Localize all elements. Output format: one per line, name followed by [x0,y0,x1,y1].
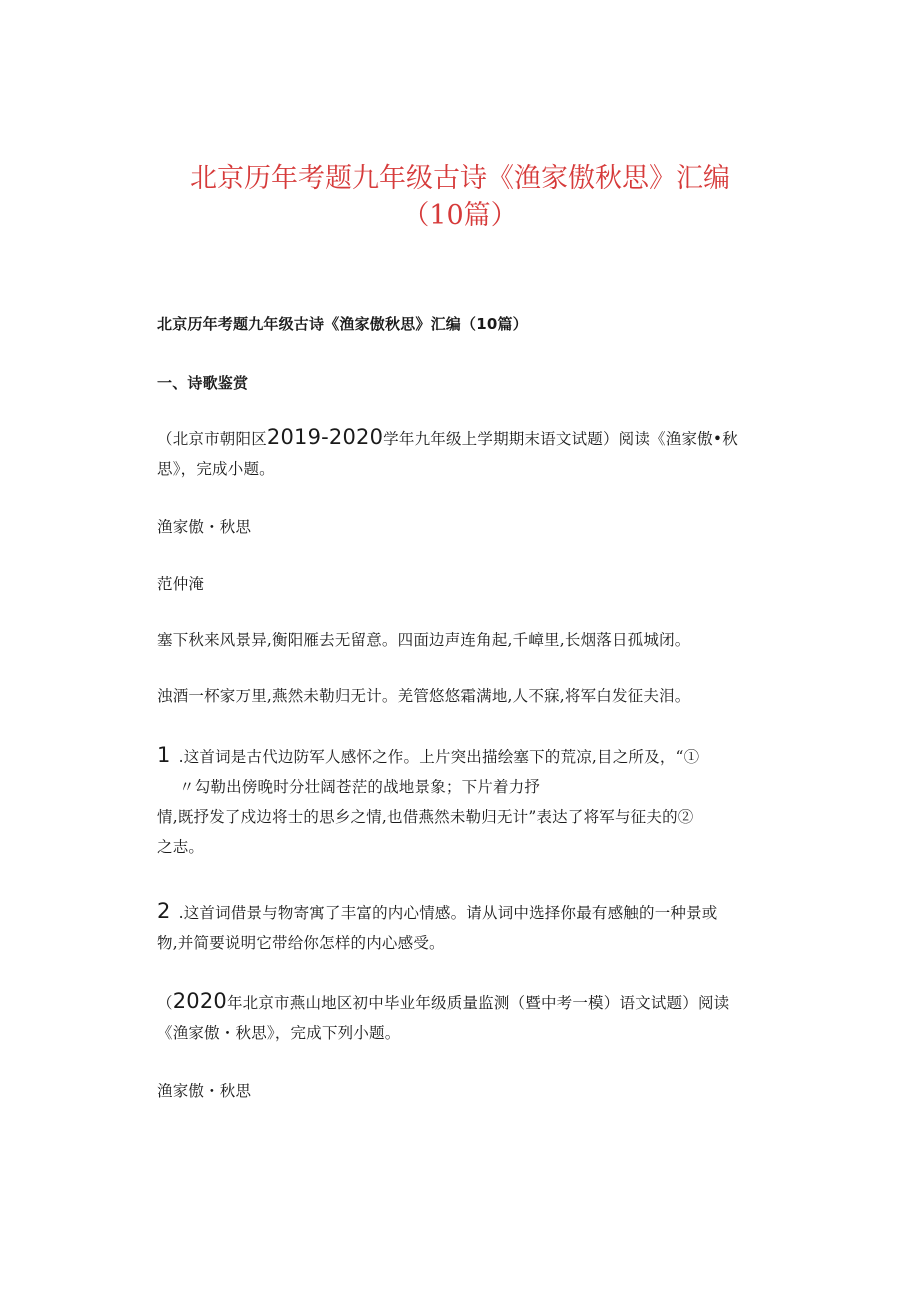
poem-author: 范仲淹 [157,575,205,593]
question-1-line2: 〃勾勒出傍晚时分壮阔苍茫的战地景象；下片着力抒 [179,778,541,796]
poem-line-2: 浊酒一杯家万里,燕然未勒归无计。羌管悠悠霜满地,人不寐,将军白发征夫泪。 [157,687,691,705]
question-1 [157,740,769,862]
document-subtitle: 北京历年考题九年级古诗《渔家傲秋思》汇编（10篇） [157,315,528,333]
source-1-years: 2019-2020 [266,425,384,449]
source-note-1 [157,422,769,484]
source-2-suffix: 年北京市燕山地区初中毕业年级质量监测（暨中考一模）语文试题）阅读 [226,994,730,1012]
question-2-line1: .这首词借景与物寄寓了丰富的内心情感。请从词中选择你最有感触的一种景或 [178,904,718,922]
source-note-2 [157,986,769,1048]
poem-title-2: 渔家傲・秋思 [157,1082,252,1100]
source-1-line2: 思》，完成小题。 [157,460,275,478]
question-1-line3: 情,既抒发了戍边将士的思乡之情,也借燕然未勒归无计”表达了将军与征夫的② [157,808,694,826]
document-title-count: （10篇） [402,200,518,231]
question-1-number: 1 [157,743,171,767]
source-2-line2: 《渔家傲・秋思》，完成下列小题。 [157,1024,401,1042]
source-2-year: 2020 [172,989,227,1013]
question-2-line2: 物,并简要说明它带给你怎样的内心感受。 [157,934,445,952]
source-1-prefix: （北京市朝阳区 [157,430,267,448]
source-2-prefix: （ [157,994,173,1012]
question-1-line4: 之志。 [157,838,205,856]
poem-title: 渔家傲・秋思 [157,518,252,536]
poem-line-1: 塞下秋来风景异,衡阳雁去无留意。四面边声连角起,千嶂里,长烟落日孤城闭。 [157,631,691,649]
question-1-line1: .这首词是古代边防军人感怀之作。上片突出描绘塞下的荒凉,目之所及，“① [178,748,700,766]
question-2-number: 2 [157,899,171,923]
section-heading: 一、诗歌鉴赏 [157,374,249,392]
question-2 [157,896,769,958]
source-1-suffix: 学年九年级上学期期末语文试题）阅读《渔家傲•秋 [383,430,738,448]
document-title: 北京历年考题九年级古诗《渔家傲秋思》汇编 [190,163,730,194]
